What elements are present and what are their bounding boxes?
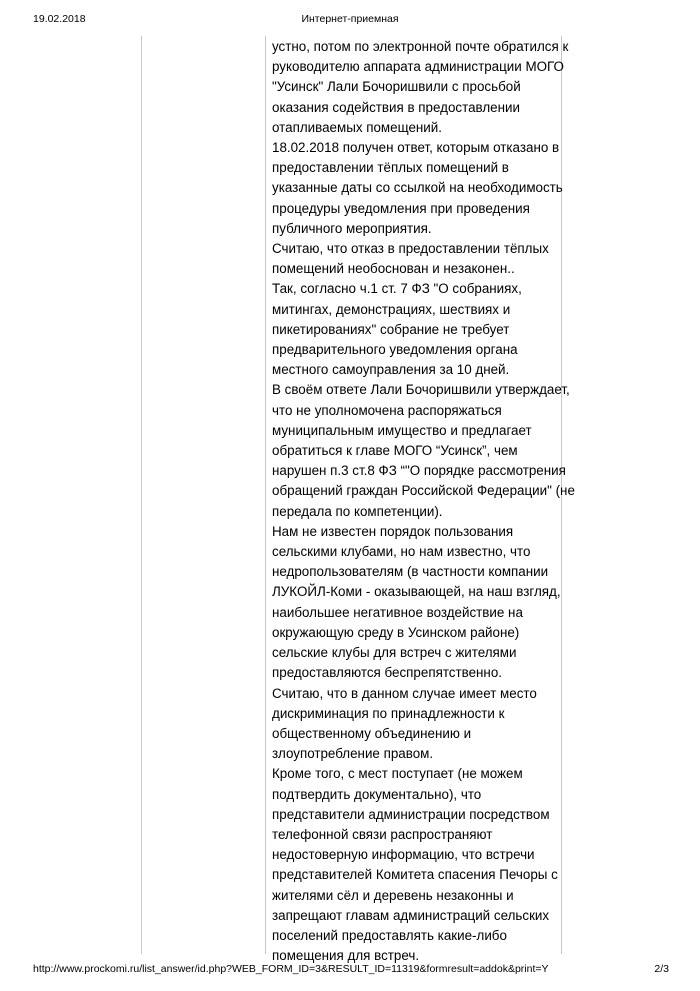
answer-line: общественному объединению и xyxy=(272,725,472,741)
answer-line: запрещают главам администраций сельских xyxy=(272,907,550,923)
answer-line: предоставляются беспрепятственно. xyxy=(272,665,502,681)
page-number: 2/3 xyxy=(654,963,669,975)
answer-line: митингах, демонстрациях, шествиях и xyxy=(272,301,511,317)
answer-line: жителями сёл и деревень незаконны и xyxy=(272,887,514,903)
answer-line: обращений граждан Российской Федерации" (не xyxy=(272,483,575,499)
answer-line: "Усинск" Лали Бочоришвили с просьбой xyxy=(272,79,521,95)
answer-line: руководителю аппарата администрации МОГО xyxy=(272,59,564,75)
answer-line: оказания содействия в предоставлении xyxy=(272,99,520,115)
answer-line: нарушен п.3 ст.8 ФЗ “"О порядке рассмотрения xyxy=(272,463,566,479)
answer-line: Кроме того, с мест поступает (не можем xyxy=(272,766,523,782)
answer-line: Считаю, что в данном случае имеет место xyxy=(272,685,537,701)
answer-line: пикетированиях" собрание не требует xyxy=(272,321,510,337)
answer-line: телефонной связи распространяют xyxy=(272,826,493,842)
answer-line: поселений предоставлять какие-либо xyxy=(272,927,507,943)
answer-line: процедуры уведомления при проведения xyxy=(272,200,530,216)
answer-line: окружающую среду в Усинском районе) xyxy=(272,624,520,640)
answer-line: сельские клубы для встреч с жителями xyxy=(272,645,517,661)
answer-line: помещений необоснован и незаконен.. xyxy=(272,261,515,277)
answer-line: местного самоуправления за 10 дней. xyxy=(272,362,510,378)
page-header xyxy=(0,13,700,29)
answer-line: представителей Комитета спасения Печоры с xyxy=(272,867,558,883)
answer-line: Так, согласно ч.1 ст. 7 ФЗ "О собраниях, xyxy=(272,281,522,297)
answer-line: отапливаемых помещений. xyxy=(272,119,442,135)
answer-line: подтвердить документально), что xyxy=(272,786,482,802)
answer-line: недропользователям (в частности компании xyxy=(272,564,549,580)
answer-line: недостоверную информацию, что встречи xyxy=(272,847,535,863)
answer-line: обратиться к главе МОГО “Усинск”, чем xyxy=(272,443,518,459)
answer-line: наибольшее негативное воздействие на xyxy=(272,604,523,620)
page-footer xyxy=(0,963,700,979)
answer-line: предварительного уведомления органа xyxy=(272,342,518,358)
answer-line: представители администрации посредством xyxy=(272,806,550,822)
answer-line: устно, потом по электронной почте обратился к xyxy=(272,39,569,54)
answer-line: предоставлении тёплых помещений в xyxy=(272,160,509,176)
answer-line: публичного мероприятия. xyxy=(272,220,432,236)
answer-line: злоупотребление правом. xyxy=(272,746,434,762)
answer-line: ЛУКОЙЛ-Коми - оказывающей, на наш взгляд, xyxy=(272,584,561,600)
answer-line: передала по компетенции). xyxy=(272,503,443,519)
table-column-divider xyxy=(265,36,266,954)
answer-line: сельскими клубами, но нам известно, что xyxy=(272,544,531,560)
answer-line: что не уполномочена распоряжаться xyxy=(272,402,502,418)
answer-line: муниципальным имущество и предлагает xyxy=(272,422,532,438)
print-date: 19.02.2018 xyxy=(33,13,86,25)
answer-line: Считаю, что отказ в предоставлении тёплых xyxy=(272,241,549,257)
answer-line: 18.02.2018 получен ответ, которым отказано в xyxy=(272,140,560,156)
answer-line: указанные даты со ссылкой на необходимость xyxy=(272,180,563,196)
answer-line: Нам не известен порядок пользования xyxy=(272,523,514,539)
answer-line: дискриминация по принадлежности к xyxy=(272,705,505,721)
answer-line: В своём ответе Лали Бочоришвили утверждает, xyxy=(272,382,570,398)
answer-text xyxy=(272,37,575,966)
answer-line: помещения для встреч. xyxy=(272,948,420,964)
page-title: Интернет-приемная xyxy=(301,13,399,25)
page-url: http://www.prockomi.ru/list_answer/id.php?WEB_FORM_ID=3&RESULT_ID=11319&formresult=addok&print=Y xyxy=(33,963,549,975)
